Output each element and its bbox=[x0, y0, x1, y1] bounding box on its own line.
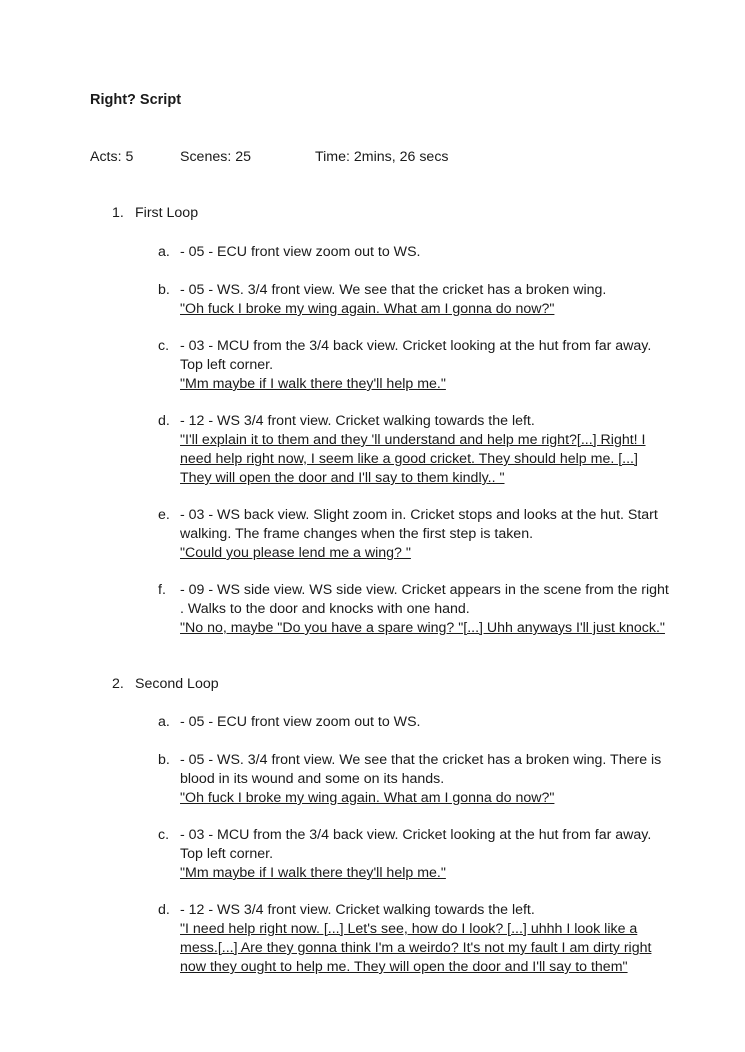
dialogue-quote: "Oh fuck I broke my wing again. What am I gonna do now?" bbox=[180, 790, 555, 806]
item-letter: f. bbox=[158, 582, 166, 598]
item-letter: a. bbox=[158, 244, 170, 260]
item-line: Top left corner. bbox=[180, 357, 274, 373]
item-line: - 03 - MCU from the 3/4 back view. Cricket looking at the hut from far away. bbox=[180, 827, 652, 843]
item-letter: a. bbox=[158, 714, 170, 730]
list-item bbox=[158, 281, 668, 319]
section-title: Second Loop bbox=[135, 676, 219, 692]
list-item bbox=[158, 901, 668, 977]
item-letter: b. bbox=[158, 282, 170, 298]
item-letter: d. bbox=[158, 902, 170, 918]
section-title: First Loop bbox=[135, 205, 199, 221]
scenes-count: Scenes: 25 bbox=[180, 149, 251, 165]
section-heading bbox=[112, 205, 198, 221]
list-item bbox=[158, 713, 668, 732]
section-number: 1. bbox=[112, 205, 124, 221]
item-letter: c. bbox=[158, 338, 170, 354]
item-line: walking. The frame changes when the first step is taken. bbox=[180, 526, 534, 542]
list-item bbox=[158, 412, 668, 488]
dialogue-quote: "Mm maybe if I walk there they'll help me." bbox=[180, 376, 446, 392]
dialogue-quote: mess.[...] Are they gonna think I'm a weirdo? It's not my fault I am dirty right bbox=[180, 940, 652, 956]
dialogue-quote: "I'll explain it to them and they 'll understand and help me right?[...] Right! I bbox=[180, 432, 646, 448]
dialogue-quote: need help right now, I seem like a good cricket. They should help me. [...] bbox=[180, 451, 638, 467]
running-time: Time: 2mins, 26 secs bbox=[315, 149, 449, 165]
item-line: - 12 - WS 3/4 front view. Cricket walking towards the left. bbox=[180, 413, 535, 429]
dialogue-quote: now they ought to help me. They will open the door and I'll say to them" bbox=[180, 959, 628, 975]
item-line: - 05 - ECU front view zoom out to WS. bbox=[180, 714, 421, 730]
item-line: - 09 - WS side view. WS side view. Cricket appears in the scene from the right bbox=[180, 582, 669, 598]
list-item bbox=[158, 826, 668, 883]
item-line: - 05 - WS. 3/4 front view. We see that the cricket has a broken wing. There is bbox=[180, 752, 662, 768]
item-line: - 05 - WS. 3/4 front view. We see that the cricket has a broken wing. bbox=[180, 282, 607, 298]
item-line: blood in its wound and some on its hands. bbox=[180, 771, 445, 787]
item-letter: e. bbox=[158, 507, 170, 523]
item-line: Top left corner. bbox=[180, 846, 274, 862]
dialogue-quote: "Oh fuck I broke my wing again. What am I gonna do now?" bbox=[180, 301, 555, 317]
item-letter: d. bbox=[158, 413, 170, 429]
list-item bbox=[158, 506, 668, 563]
section-number: 2. bbox=[112, 676, 124, 692]
item-line: - 05 - ECU front view zoom out to WS. bbox=[180, 244, 421, 260]
list-item bbox=[158, 751, 668, 808]
document-title: Right? Script bbox=[90, 92, 182, 108]
item-line: . Walks to the door and knocks with one hand. bbox=[180, 601, 470, 617]
list-item bbox=[158, 243, 668, 262]
dialogue-quote: "Could you please lend me a wing? " bbox=[180, 545, 411, 561]
item-line: - 03 - MCU from the 3/4 back view. Cricket looking at the hut from far away. bbox=[180, 338, 652, 354]
dialogue-quote: "Mm maybe if I walk there they'll help me." bbox=[180, 865, 446, 881]
item-letter: b. bbox=[158, 752, 170, 768]
item-letter: c. bbox=[158, 827, 170, 843]
list-item bbox=[158, 337, 668, 394]
dialogue-quote: "No no, maybe "Do you have a spare wing? "[...] Uhh anyways I'll just knock." bbox=[180, 620, 665, 636]
acts-count: Acts: 5 bbox=[90, 149, 134, 165]
item-line: - 12 - WS 3/4 front view. Cricket walking towards the left. bbox=[180, 902, 535, 918]
dialogue-quote: They will open the door and I'll say to them kindly.. " bbox=[180, 470, 505, 486]
item-line: - 03 - WS back view. Slight zoom in. Cricket stops and looks at the hut. Start bbox=[180, 507, 658, 523]
list-item bbox=[158, 581, 668, 638]
dialogue-quote: "I need help right now. [...] Let's see, how do I look? [...] uhhh I look like a bbox=[180, 921, 638, 937]
section-heading bbox=[112, 676, 219, 692]
